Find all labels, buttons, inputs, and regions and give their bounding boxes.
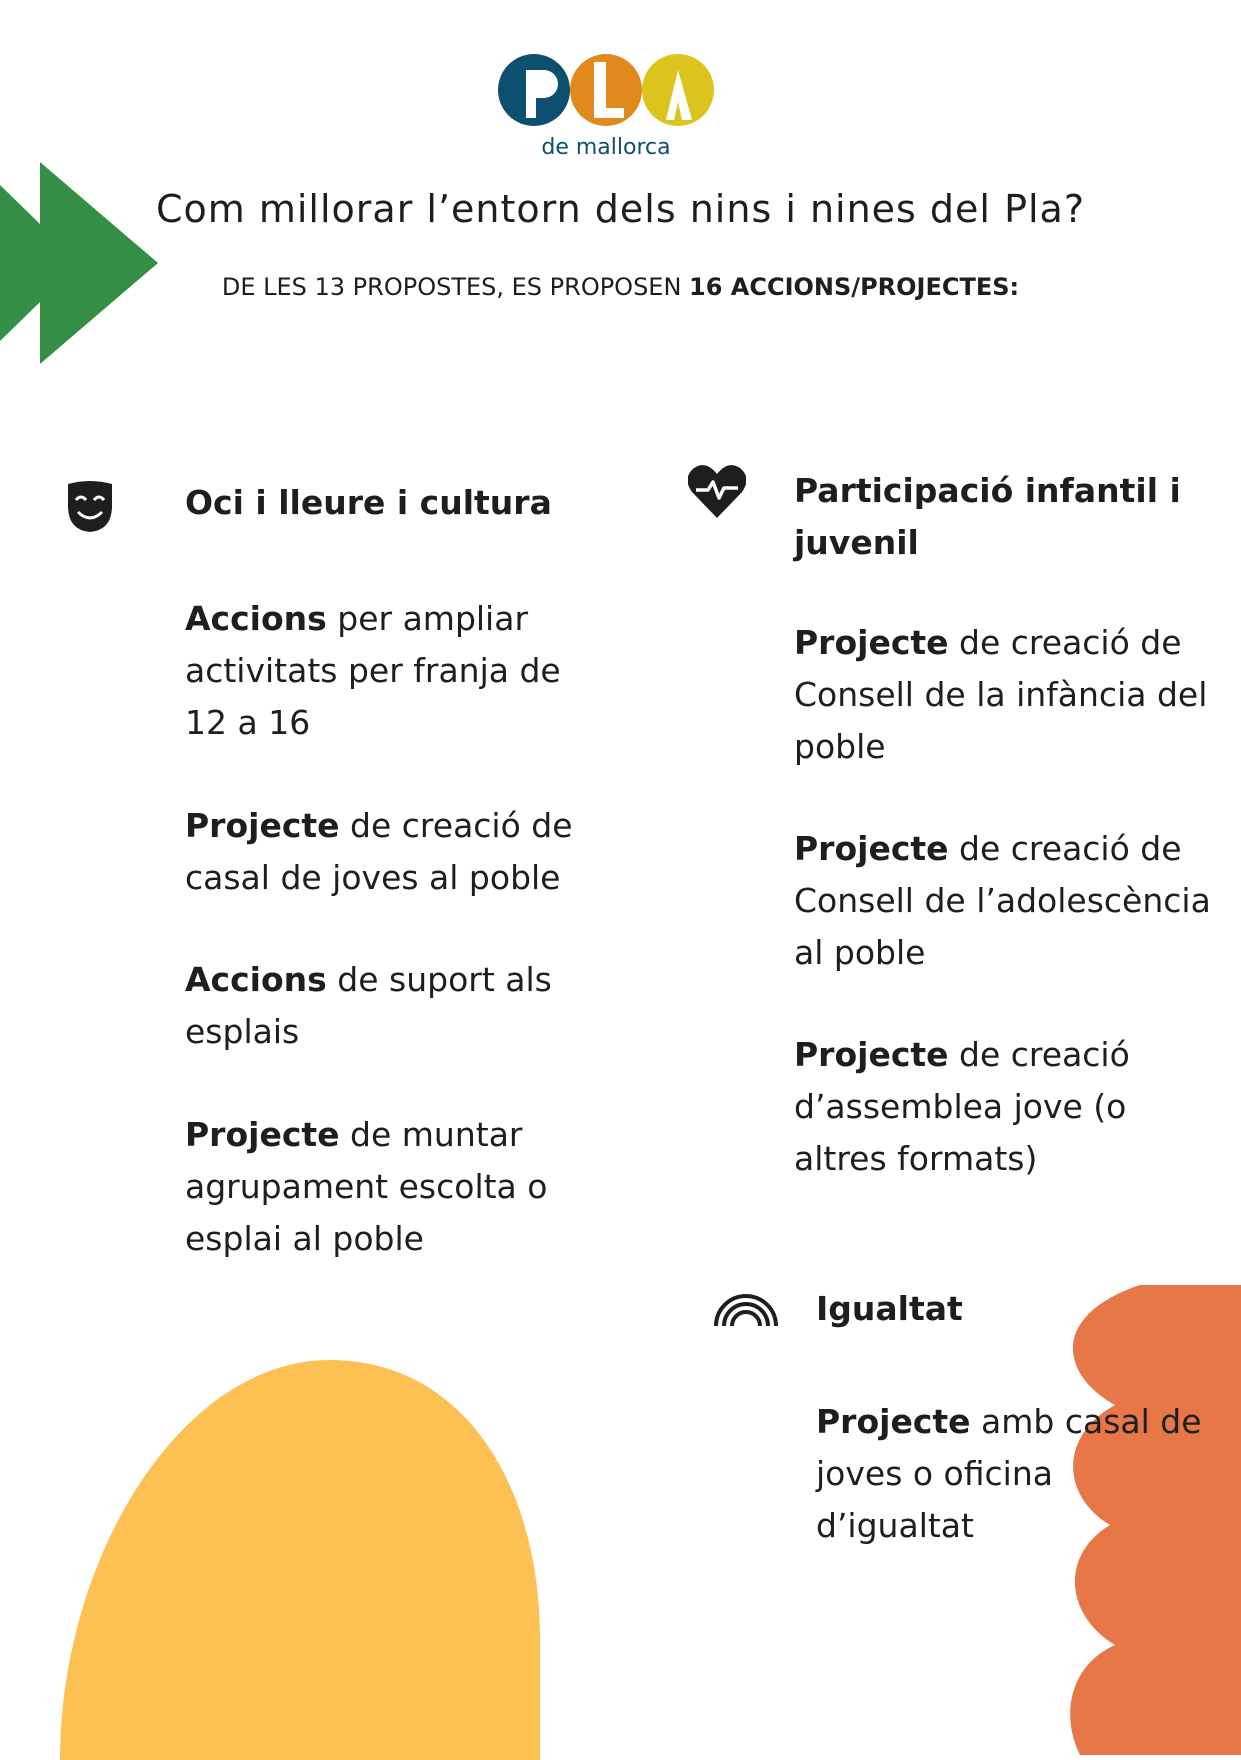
section-title-participacio: Participació infantil i juvenil: [794, 471, 1181, 562]
section-title-igualtat: Igualtat: [816, 1289, 963, 1328]
list-item: Accions de suport als esplais: [185, 960, 552, 1051]
heart-pulse-icon: [688, 464, 746, 518]
logo-tagline: de mallorca: [541, 135, 671, 160]
rainbow-icon: [712, 1286, 780, 1326]
list-item: Projecte de creació de Consell de la infància del poble: [794, 623, 1208, 766]
list-item: Accions per ampliar activitats per franja de 12 a 16: [185, 599, 561, 742]
list-item: Projecte de creació de casal de joves al poble: [185, 806, 573, 897]
list-item: Projecte de muntar agrupament escolta o esplai al poble: [185, 1115, 548, 1258]
subtitle-count: 16 ACCIONS/PROJECTES:: [689, 273, 1020, 301]
list-item: Projecte amb casal de joves o oficina d’igualtat: [816, 1402, 1202, 1545]
page-title: Com millorar l’entorn dels nins i nines del Pla?: [155, 187, 1085, 231]
page-subtitle: [0, 273, 1241, 301]
section-title-oci: Oci i lleure i cultura: [185, 483, 552, 522]
pla-de-mallorca-logo: [494, 50, 724, 160]
yellow-blob-decoration: [60, 1360, 540, 1760]
list-item: Projecte de creació d’assemblea jove (o altres formats): [794, 1035, 1130, 1178]
theater-mask-icon: [66, 480, 114, 532]
list-item: Projecte de creació de Consell de l’adolescència al poble: [794, 829, 1211, 972]
subtitle-lead: DE LES 13 PROPOSTES, ES PROPOSEN: [221, 273, 690, 301]
